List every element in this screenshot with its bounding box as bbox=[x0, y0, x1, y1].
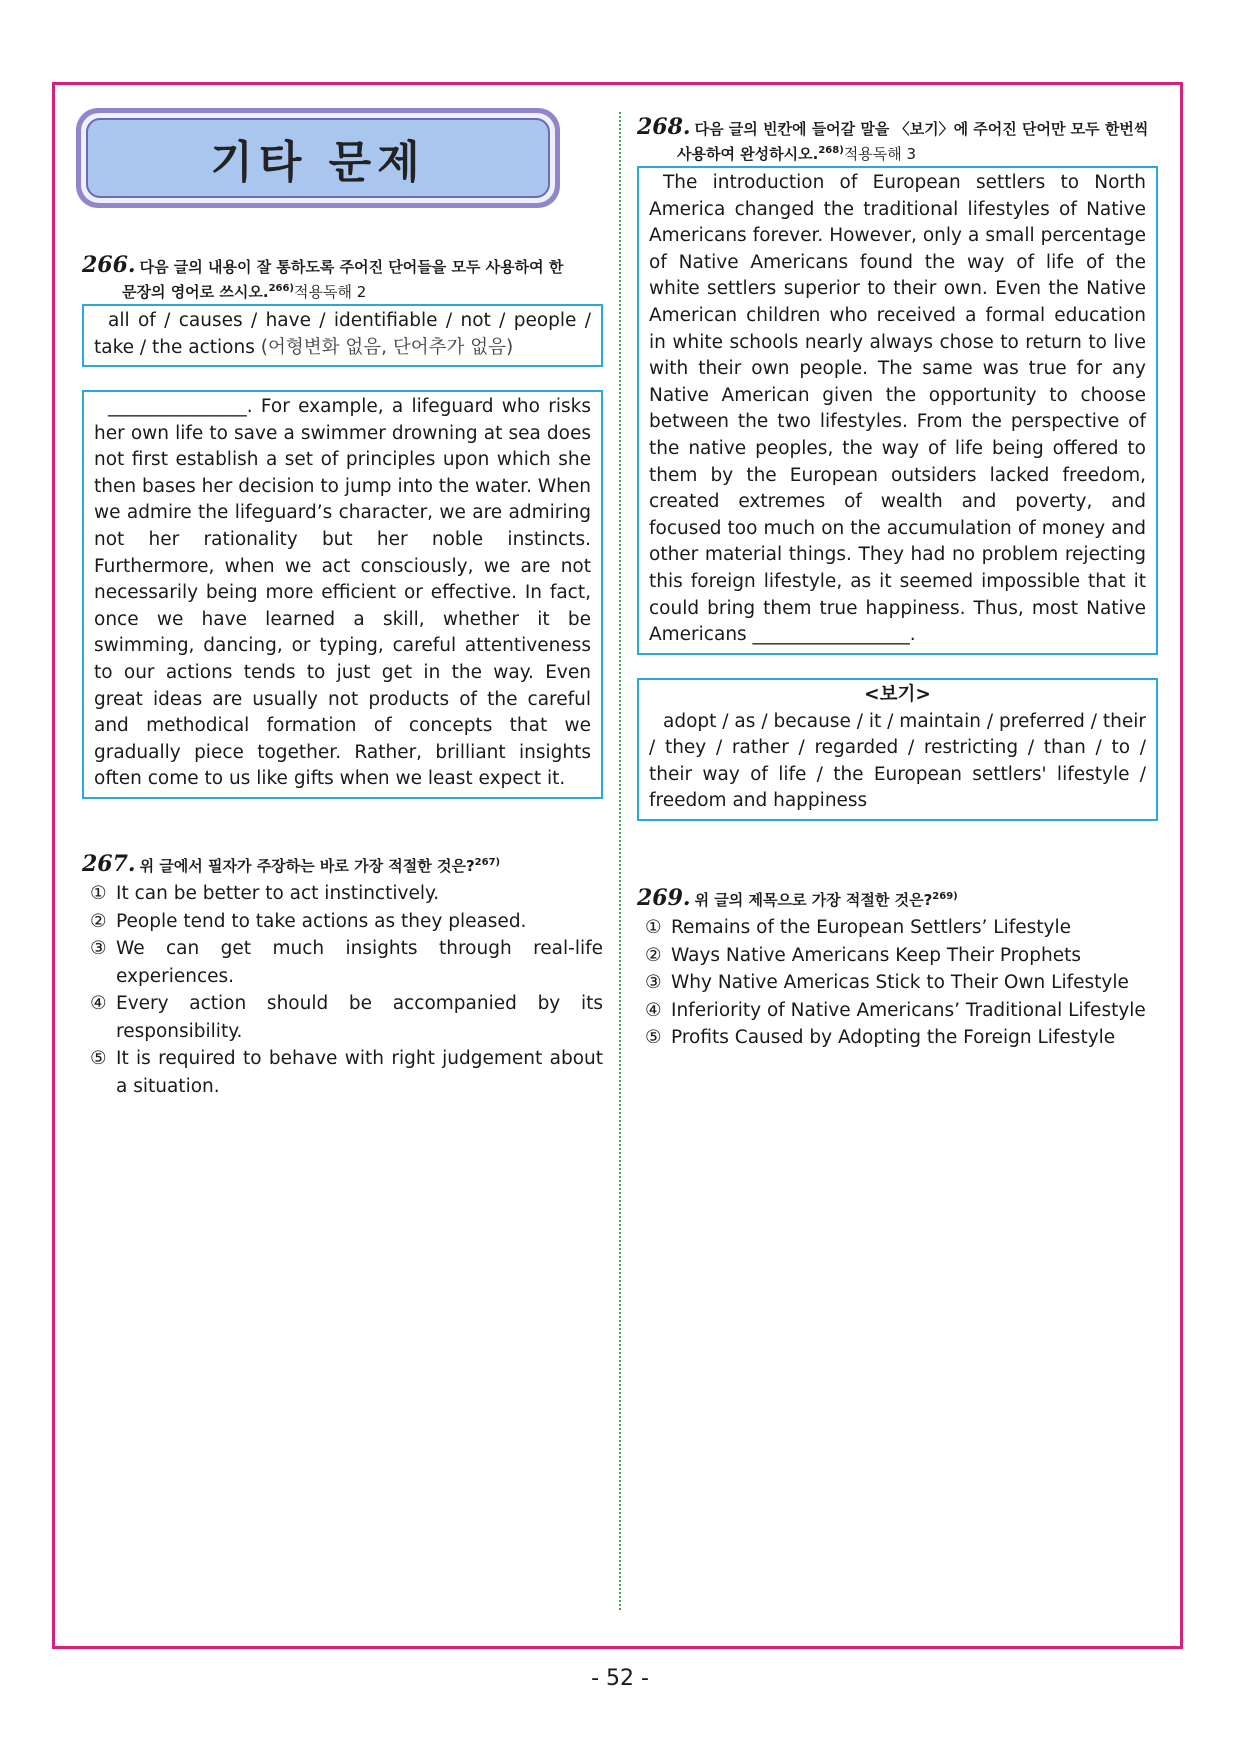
q269-option-1[interactable]: ① Remains of the European Settlers’ Lifestyle bbox=[645, 917, 1071, 938]
q267-options bbox=[82, 880, 603, 1100]
q268-bogi-title: <보기> bbox=[864, 684, 931, 705]
q269-footnote: 269) bbox=[932, 891, 958, 902]
q266-passage: _______________. For example, a lifeguard who risks her own life to save a swimmer drowning at sea does not first establish a set of principles upon which she then bases her decision to jump into the water. When we admire the lifeguard’s character, we are admiring not her rationality but her noble instincts. Furthermore, when we act consciously, we are not necessarily being more efficient or effective. In fact, once we have learned a skill, whether it be swimming, dancing, or typing, careful attentiveness to our actions tends to just get in the way. Even great ideas are usually not products of the careful and methodical formation of concepts that we gradually piece together. Rather, brilliant insights often come to us like gifts when we least expect it. bbox=[94, 396, 591, 790]
q267-option-5[interactable]: ⑤ It is required to behave with right judgement about a situation. bbox=[90, 1048, 603, 1097]
q269-prompt: 위 글의 제목으로 가장 적절한 것은? bbox=[694, 891, 933, 909]
q266-words-note: (어형변화 없음, 단어추가 없음) bbox=[260, 336, 514, 358]
q269-number: 269. bbox=[637, 885, 691, 911]
q267-option-4[interactable]: ④ Every action should be accompanied by its responsibility. bbox=[90, 993, 603, 1042]
q266-prompt-line2: 문장의 영어로 쓰시오. bbox=[122, 283, 269, 301]
q268-passage-box bbox=[637, 166, 1158, 655]
q267-option-3[interactable]: ③ We can get much insights through real-life experiences. bbox=[90, 938, 603, 987]
page-number: - 52 - bbox=[591, 1666, 649, 1691]
section-title-banner bbox=[76, 108, 560, 208]
q266-tag: 적용독해 2 bbox=[294, 283, 367, 301]
q266-prompt-line1: 다음 글의 내용이 잘 통하도록 주어진 단어들을 모두 사용하여 한 bbox=[139, 258, 564, 276]
q269-heading bbox=[637, 886, 1158, 911]
q268-footnote: 268) bbox=[818, 145, 844, 156]
q267-footnote: 267) bbox=[474, 857, 501, 868]
q269-options bbox=[637, 914, 1158, 1052]
q266-heading bbox=[82, 254, 603, 303]
q266-passage-box bbox=[82, 390, 603, 799]
q269-option-4[interactable]: ④ Inferiority of Native Americans’ Traditional Lifestyle bbox=[645, 999, 1146, 1021]
q267-prompt: 위 글에서 필자가 주장하는 바로 가장 적절한 것은? bbox=[139, 857, 475, 875]
q267-heading bbox=[82, 852, 603, 877]
q266-word-box bbox=[82, 304, 603, 367]
q268-prompt-line1: 다음 글의 빈칸에 들어갈 말을 〈보기〉에 주어진 단어만 모두 한번씩 bbox=[694, 120, 1149, 138]
q269-option-3[interactable]: ③ Why Native Americas Stick to Their Own Lifestyle bbox=[645, 972, 1129, 993]
q268-prompt-line2: 사용하여 완성하시오. bbox=[677, 145, 819, 163]
q267-number: 267. bbox=[82, 851, 136, 877]
q268-passage: The introduction of European settlers to North America changed the traditional lifestyles of Native Americans forever. However, only a small percentage of Native Americans found the way of life of the white settlers superior to their own. Even the Native American children who received a formal education in white schools nearly always chose to return to live with their own people. The same was true for any Native American given the opportunity to choose between the two lifestyles. From the perspective of the native peoples, the way of life being offered to them by the European outsiders lacked freedom, created extremes of wealth and poverty, and focused too much on the accumulation of money and other material things. They had no problem rejecting this foreign lifestyle, as it seemed impossible that it could bring them true happiness. Thus, most Native Americans _________________. bbox=[649, 172, 1146, 646]
q268-bogi-words: adopt / as / because / it / maintain / preferred / their / they / rather / regarded / restricting / than / to / their way of life / the European settlers' lifestyle / freedom and happiness bbox=[649, 710, 1146, 812]
q269-option-2[interactable]: ② Ways Native Americans Keep Their Prophets bbox=[645, 944, 1081, 966]
q266-number: 266. bbox=[82, 252, 136, 278]
q268-number: 268. bbox=[637, 114, 691, 140]
q269-option-5[interactable]: ⑤ Profits Caused by Adopting the Foreign Lifestyle bbox=[645, 1027, 1116, 1048]
column-divider bbox=[619, 112, 621, 1610]
q268-bogi-box bbox=[637, 678, 1158, 821]
q267-option-1[interactable]: ① It can be better to act instinctively. bbox=[90, 883, 440, 904]
q266-footnote: 266) bbox=[268, 283, 295, 294]
q268-heading bbox=[637, 116, 1158, 165]
q268-tag: 적용독해 3 bbox=[843, 145, 917, 163]
q267-option-2[interactable]: ② People tend to take actions as they pleased. bbox=[90, 910, 527, 932]
q266-words: all of / causes / have / identifiable / not / people / take / the actions bbox=[94, 310, 591, 358]
section-title: 기타 문제 bbox=[86, 118, 550, 198]
